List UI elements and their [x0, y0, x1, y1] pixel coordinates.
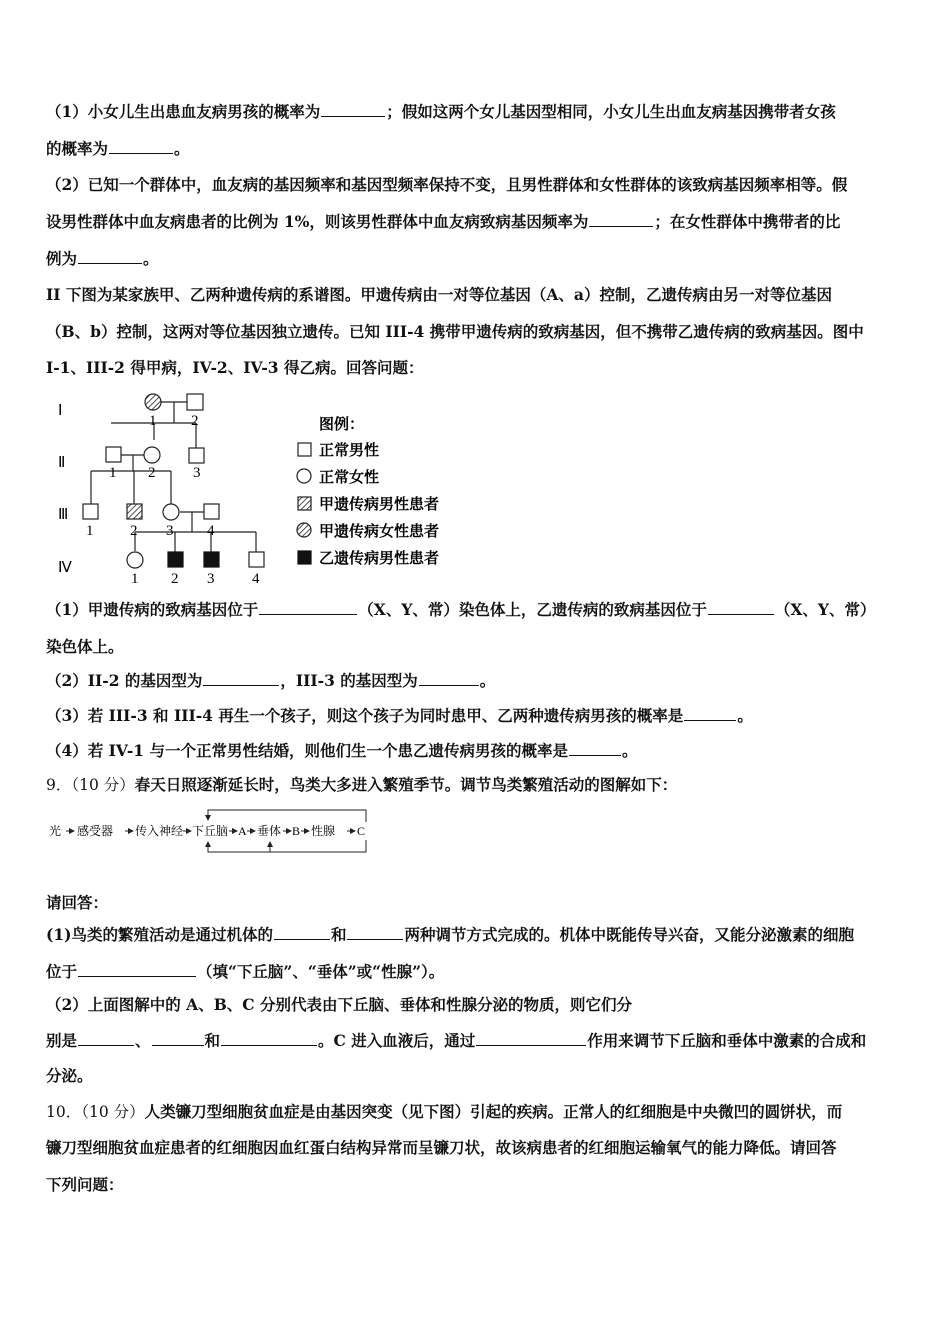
- flow-a: A: [238, 824, 247, 838]
- q9-p2-line1: [46, 995, 906, 1015]
- answer-blank[interactable]: [78, 1031, 134, 1046]
- flow-gonad: 性腺: [311, 824, 336, 838]
- num-IV-2: 2: [171, 571, 179, 587]
- text: 例为: [46, 249, 78, 268]
- text: 作用来调节下丘脑和垂体中激素的合成和: [587, 1031, 867, 1050]
- q9-p2-line3: [46, 1066, 906, 1086]
- text: 镰刀型细胞贫血症患者的红细胞因血红蛋白结构异常而呈镰刀状，故该病患者的红细胞运输氧气的能力降低。请回答: [46, 1138, 837, 1157]
- answer-blank[interactable]: [203, 671, 279, 686]
- q9-p2-line2: [46, 1031, 906, 1051]
- answer-blank[interactable]: [569, 741, 621, 756]
- text: 别是: [46, 1031, 78, 1050]
- III-4-normal-male: [204, 504, 219, 519]
- text: （2）上面图解中的 A、B、C 分别代表由下丘脑、垂体和性腺分泌的物质，则它们分: [46, 995, 633, 1014]
- text: 和: [204, 1031, 221, 1050]
- text: （X、Y、常）染色体上，乙遗传病的致病基因位于: [358, 600, 707, 619]
- num-IV-4: 4: [252, 571, 260, 587]
- gen-label-4: Ⅳ: [58, 560, 72, 576]
- legend-a-male: 甲遗传病男性患者: [319, 497, 440, 513]
- text: 设男性群体中血友病患者的比例为 1%，则该男性群体中血友病致病基因频率为: [46, 212, 589, 231]
- text: I-1、III-2 得甲病，IV-2、IV-3 得乙病。回答问题：: [46, 358, 424, 377]
- pedigree-diagram: [46, 385, 486, 590]
- part2-intro-line1: [46, 285, 906, 305]
- text: 分泌。: [46, 1066, 93, 1085]
- q-hemo-2-line1: [46, 175, 906, 195]
- q-hemo-2-line2: [46, 212, 906, 232]
- flow-afferent-nerve: 传入神经: [135, 824, 184, 838]
- answer-blank[interactable]: [274, 925, 330, 940]
- legend-a-female: 甲遗传病女性患者: [319, 524, 440, 540]
- text: 。C 进入血液后，通过: [318, 1031, 476, 1050]
- text: （B、b）控制，这两对等位基因独立遗传。已知 III-4 携带甲遗传病的致病基因，但不携带乙遗传病的致病基因。图中: [46, 322, 864, 341]
- IV-3-affected-male-b: [204, 552, 219, 567]
- text: （3）若 III-3 和 III-4 再生一个孩子，则这个孩子为同时患甲、乙两种遗传病男孩的概率是: [46, 706, 684, 725]
- flow-b: B: [292, 824, 301, 838]
- flow-c: C: [357, 824, 366, 838]
- text: 请回答：: [46, 893, 109, 912]
- part2-q2: [46, 671, 906, 691]
- legend-normal-female-icon: [297, 469, 311, 483]
- text: 。: [479, 671, 496, 690]
- answer-blank[interactable]: [321, 102, 385, 117]
- num-III-4: 4: [207, 523, 215, 539]
- text: 。: [174, 139, 190, 158]
- answer-blank[interactable]: [708, 600, 774, 615]
- q10-line2: [46, 1138, 906, 1158]
- text: 人类镰刀型细胞贫血症是由基因突变（见下图）引起的疾病。正常人的红细胞是中央微凹的圆饼状，而: [144, 1102, 843, 1121]
- text: （1）甲遗传病的致病基因位于: [46, 600, 259, 619]
- IV-1-normal-female: [127, 552, 143, 568]
- q10-line3: [46, 1175, 906, 1195]
- q10-line1: [46, 1102, 906, 1122]
- I-1-affected-female-a: [145, 394, 161, 410]
- q-hemo-1-line2: [46, 139, 906, 159]
- text: 、: [135, 1031, 151, 1050]
- part2-q1-line2: [46, 637, 906, 657]
- answer-blank[interactable]: [109, 139, 173, 154]
- legend-a-male-icon: [298, 497, 311, 510]
- text: （4）若 IV-1 与一个正常男性结婚，则他们生一个患乙遗传病男孩的概率是: [46, 741, 568, 760]
- part2-q3: [46, 706, 906, 726]
- answer-blank[interactable]: [684, 706, 736, 721]
- legend-b-male-icon: [298, 551, 311, 564]
- text: 。: [143, 249, 159, 268]
- q9-p1-line1: [46, 925, 906, 945]
- part2-q1-line1: [46, 600, 906, 620]
- q-hemo-2-line3: [46, 249, 906, 269]
- III-2-affected-male-a: [127, 504, 142, 519]
- answer-blank[interactable]: [419, 671, 479, 686]
- II-3-normal-male: [189, 448, 204, 463]
- num-I-2: 2: [191, 413, 199, 429]
- text: 染色体上。: [46, 637, 124, 656]
- legend-a-female-icon: [297, 523, 311, 537]
- answer-blank[interactable]: [221, 1031, 317, 1046]
- II-1-normal-male: [106, 447, 121, 462]
- num-III-3: 3: [166, 523, 174, 539]
- answer-blank[interactable]: [347, 925, 403, 940]
- IV-4-normal-male: [249, 552, 264, 567]
- q9-heading: [46, 775, 906, 795]
- I-2-normal-male: [187, 394, 203, 410]
- legend-b-male: 乙遗传病男性患者: [319, 551, 440, 567]
- text: 下列问题：: [46, 1175, 124, 1194]
- answer-blank[interactable]: [476, 1031, 586, 1046]
- answer-blank[interactable]: [78, 249, 142, 264]
- part2-intro-line2: [46, 322, 906, 342]
- regulation-flow-diagram: [46, 805, 386, 857]
- text: 。: [737, 706, 753, 725]
- gen-label-2: Ⅱ: [58, 455, 66, 471]
- legend-normal-male: 正常男性: [319, 443, 380, 459]
- flow-pituitary: 垂体: [257, 824, 282, 838]
- text: II 下图为某家族甲、乙两种遗传病的系谱图。甲遗传病由一对等位基因（A、a）控制，乙遗传病由另一对等位基因: [46, 285, 832, 304]
- text: 两种调节方式完成的。机体中既能传导兴奋，又能分泌激素的细胞: [404, 925, 854, 944]
- IV-2-affected-male-b: [168, 552, 183, 567]
- text: （X、Y、常）: [774, 600, 876, 619]
- flow-hypothalamus: 下丘脑: [192, 824, 229, 838]
- q9-p1-line2: [46, 962, 906, 982]
- num-IV-1: 1: [131, 571, 139, 587]
- q9-ask: [46, 893, 906, 913]
- legend-title: 图例：: [319, 417, 365, 433]
- num-II-2: 2: [148, 465, 156, 481]
- text: （2）II-2 的基因型为: [46, 671, 203, 690]
- legend-normal-male-icon: [298, 443, 311, 456]
- answer-blank[interactable]: [152, 1031, 204, 1046]
- num-I-1: 1: [149, 413, 157, 429]
- part2-intro-line3: [46, 358, 906, 378]
- question-number: 10．（10 分）: [46, 1103, 145, 1121]
- II-2-normal-female: [144, 447, 160, 463]
- q-hemo-1-line1: [46, 102, 906, 122]
- text: (1)鸟类的繁殖活动是通过机体的: [46, 925, 273, 944]
- part2-q4: [46, 741, 906, 761]
- text: （填“下丘脑”、“垂体”或“性腺”）。: [197, 962, 445, 981]
- num-IV-3: 3: [207, 571, 215, 587]
- answer-blank[interactable]: [589, 212, 653, 227]
- num-III-1: 1: [86, 523, 94, 539]
- gen-label-3: Ⅲ: [58, 507, 69, 523]
- text: 的概率为: [46, 139, 109, 158]
- text: 。: [621, 741, 638, 760]
- text: 和: [330, 925, 347, 944]
- num-II-3: 3: [193, 465, 201, 481]
- text: 春天日照逐渐延长时，鸟类大多进入繁殖季节。调节鸟类繁殖活动的图解如下：: [134, 775, 678, 794]
- question-number: 9．（10 分）: [46, 776, 135, 794]
- num-II-1: 1: [109, 465, 117, 481]
- text: ，III-3 的基因型为: [280, 671, 418, 690]
- text: ；假如这两个女儿基因型相同，小女儿生出血友病基因携带者女孩: [386, 102, 836, 121]
- flow-light: 光: [49, 824, 62, 838]
- legend-normal-female: 正常女性: [319, 470, 380, 486]
- answer-blank[interactable]: [259, 600, 357, 615]
- text: ；在女性群体中携带者的比: [654, 212, 841, 231]
- gen-label-1: Ⅰ: [58, 403, 63, 419]
- num-III-2: 2: [130, 523, 138, 539]
- III-1-normal-male: [83, 504, 98, 519]
- answer-blank[interactable]: [78, 962, 196, 977]
- flow-receptor: 感受器: [77, 824, 114, 838]
- text: （1）小女儿生出患血友病男孩的概率为: [46, 102, 321, 121]
- III-3-normal-female: [163, 504, 179, 520]
- text: （2）已知一个群体中，血友病的基因频率和基因型频率保持不变，且男性群体和女性群体的该致病基因频率相等。假: [46, 175, 848, 194]
- text: 位于: [46, 962, 78, 981]
